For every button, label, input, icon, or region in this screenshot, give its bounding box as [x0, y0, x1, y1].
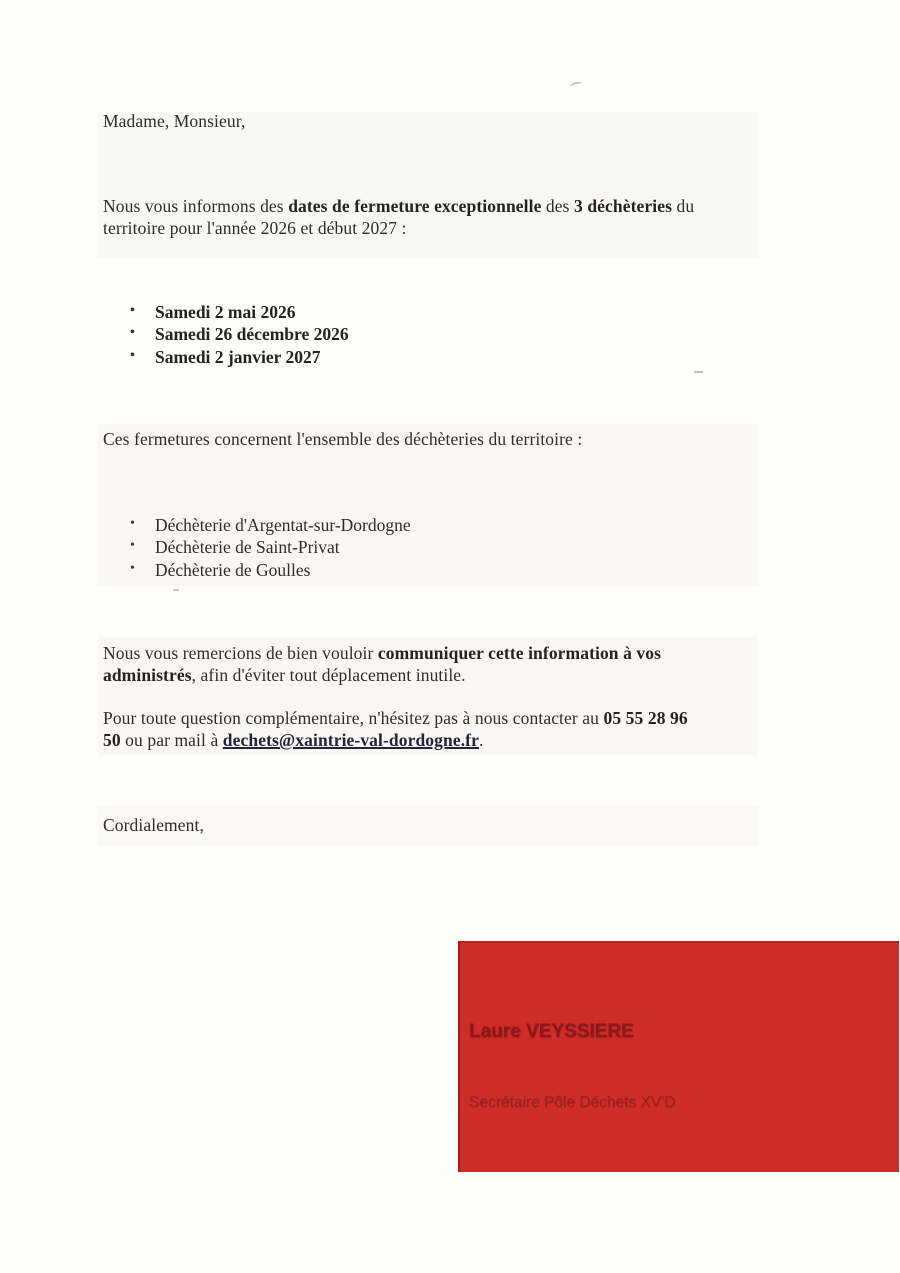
intro-paragraph	[103, 195, 823, 240]
bullet-dot-icon: •	[130, 538, 135, 554]
signature-block	[458, 941, 899, 1172]
thanks-paragraph	[103, 642, 823, 687]
signature-title: Secrétaire Pôle Déchets XV'D	[469, 1094, 676, 1111]
contact-text: Pour toute question complémentaire, n'hésitez pas à nous contacter au	[103, 708, 604, 728]
intro-line-1	[103, 195, 823, 217]
bullet-dot-icon: •	[130, 347, 135, 363]
intro-text: Nous vous informons des	[103, 196, 289, 216]
thanks-bold: communiquer cette information à vos	[377, 643, 662, 663]
bullet-dot-icon: •	[130, 560, 135, 576]
site-item	[129, 514, 411, 536]
site-label: Déchèterie d'Argentat-sur-Dordogne	[155, 515, 411, 535]
closure-date-item	[129, 346, 349, 368]
contact-text: ou par mail à	[120, 730, 223, 751]
thanks-line-2	[103, 664, 823, 686]
signature-name: Laure VEYSSIERE	[469, 1021, 634, 1042]
thanks-text: Nous vous remercions de bien vouloir	[103, 643, 378, 663]
closure-date-item	[129, 323, 349, 345]
site-item	[129, 559, 411, 581]
scan-artifact	[569, 81, 582, 90]
bullet-dot-icon: •	[130, 516, 135, 531]
closing: Cordialement,	[103, 815, 204, 835]
closure-dates-list	[129, 301, 349, 368]
intro-bold-dates: dates de fermeture exceptionnelle	[288, 196, 542, 216]
closure-date-label: Samedi 26 décembre 2026	[155, 324, 349, 345]
bullet-dot-icon: •	[130, 325, 135, 341]
thanks-text: , afin d'éviter tout déplacement inutile.	[191, 665, 466, 686]
contact-text: .	[478, 730, 484, 751]
intro-bold-count: 3 déchèteries	[574, 196, 673, 216]
concern-line: Ces fermetures concernent l'ensemble des déchèteries du territoire :	[103, 429, 583, 449]
site-label: Déchèterie de Saint-Privat	[155, 537, 340, 558]
closure-date-label: Samedi 2 janvier 2027	[155, 346, 321, 367]
site-label: Déchèterie de Goulles	[155, 559, 311, 580]
contact-paragraph	[103, 707, 823, 752]
phone-number: 05 55 28 96	[603, 708, 688, 728]
thanks-bold: administrés	[103, 665, 192, 686]
intro-text: des	[541, 196, 575, 216]
closure-date-item	[129, 301, 349, 323]
phone-number: 50	[103, 730, 121, 751]
site-item	[129, 536, 411, 558]
scan-artifact	[173, 589, 179, 591]
contact-line-1	[103, 707, 823, 729]
thanks-line-1	[103, 642, 823, 664]
closure-date-label: Samedi 2 mai 2026	[155, 302, 296, 322]
email-link[interactable]: dechets@xaintrie-val-dordogne.fr	[222, 730, 479, 751]
scan-artifact	[694, 371, 703, 373]
salutation: Madame, Monsieur,	[103, 111, 246, 131]
intro-line-2: territoire pour l'année 2026 et début 2027 :	[103, 218, 407, 239]
intro-text: du	[672, 196, 695, 216]
bullet-dot-icon: •	[130, 303, 135, 318]
contact-line-2	[103, 729, 823, 751]
sites-list	[129, 514, 411, 581]
